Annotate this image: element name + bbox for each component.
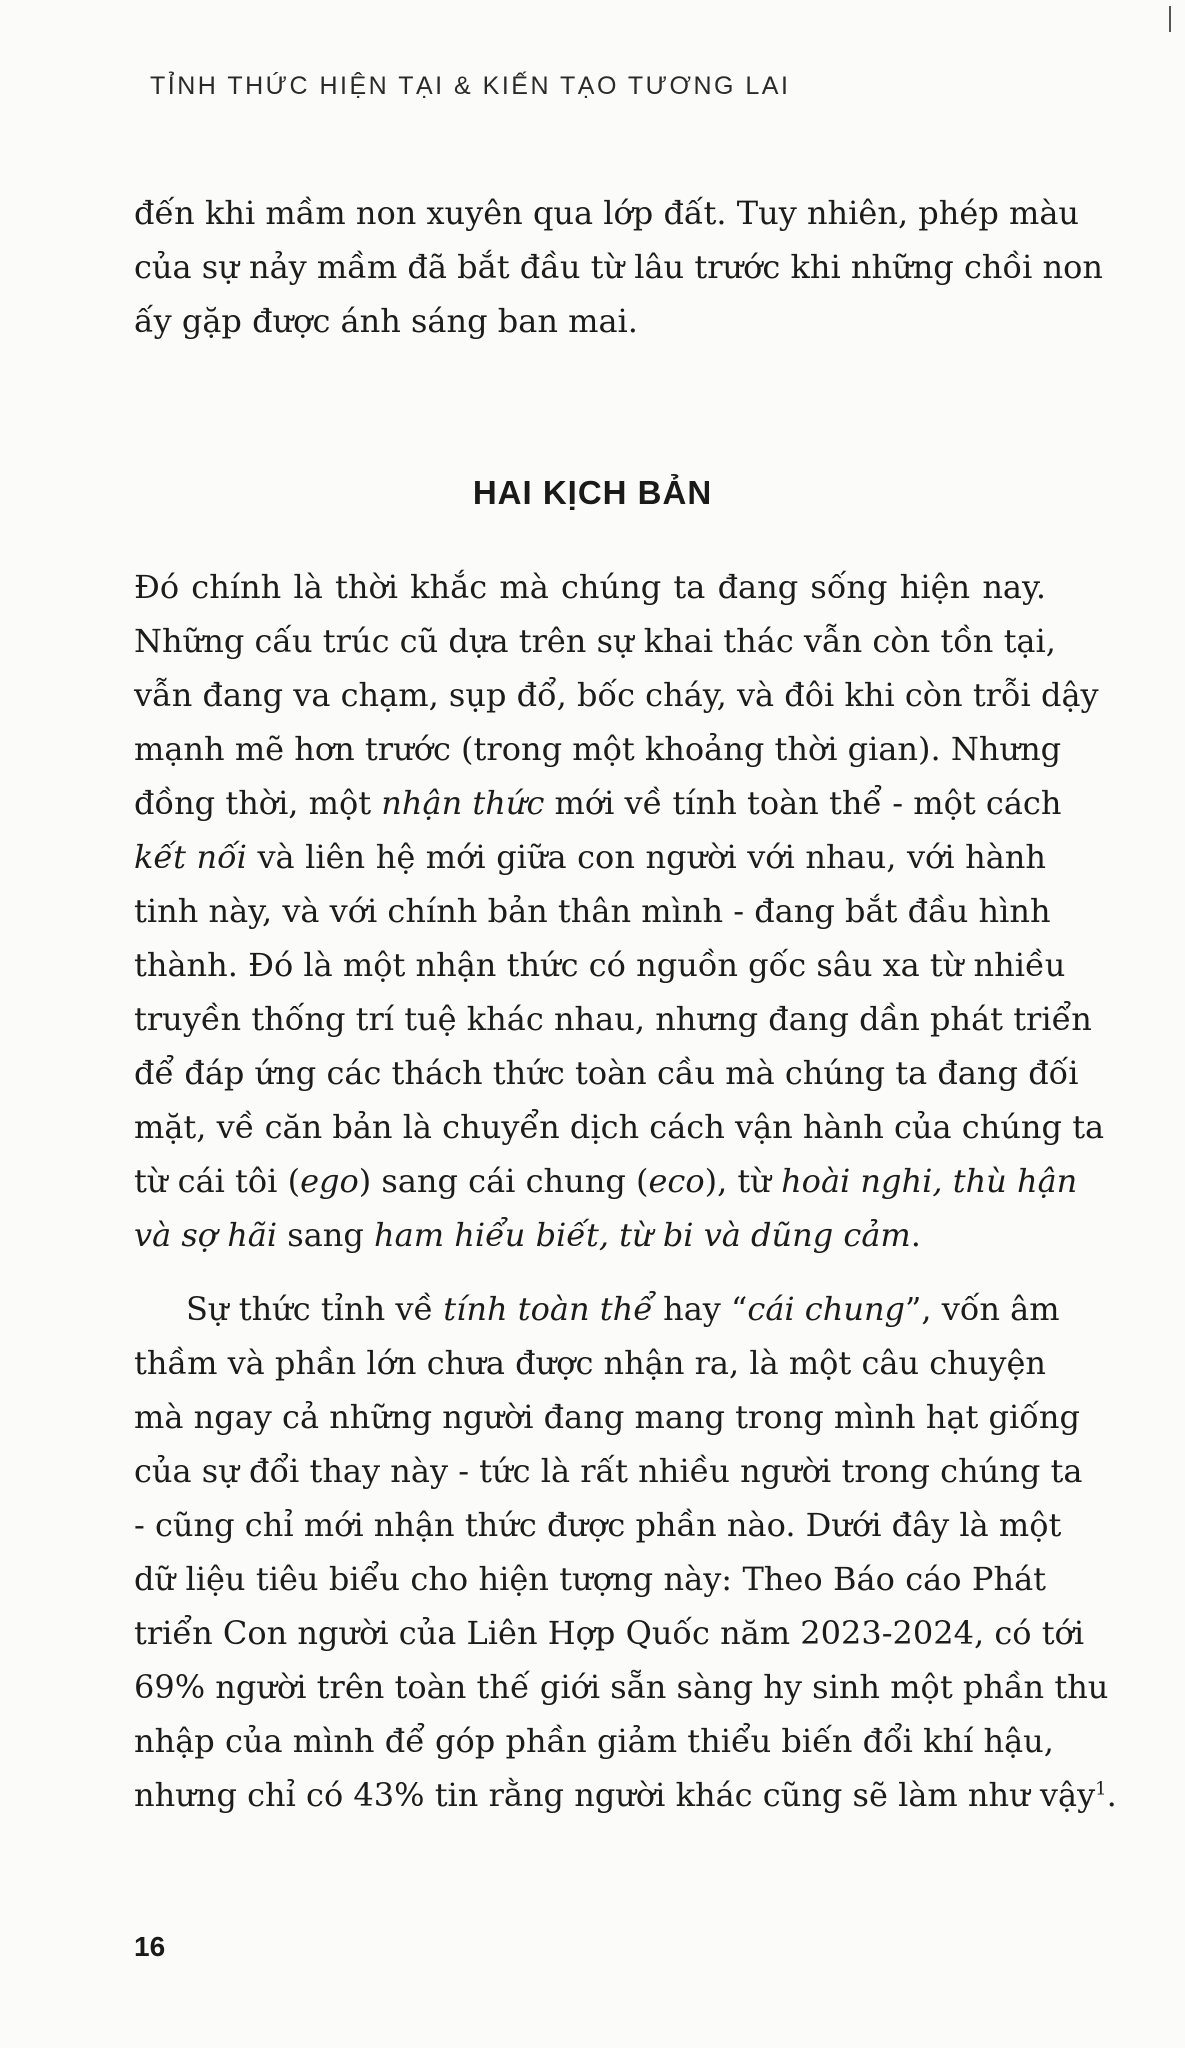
text-line: thành. Đó là một nhận thức có nguồn gốc sâu xa từ nhiều (134, 946, 1066, 984)
text-line: truyền thống trí tuệ khác nhau, nhưng đang dần phát triển (134, 1000, 1092, 1038)
text-run: mới về tính toàn thể - một cách (544, 784, 1062, 822)
text-run: . (1106, 1776, 1117, 1814)
text-line: 69% người trên toàn thế giới sẵn sàng hy sinh một phần thu (134, 1668, 1109, 1706)
text-line: đến khi mầm non xuyên qua lớp đất. Tuy nhiên, phép màu (134, 194, 1079, 232)
text-run: từ cái tôi ( (134, 1162, 301, 1200)
text-line: Những cấu trúc cũ dựa trên sự khai thác vẫn còn tồn tại, (134, 622, 1056, 660)
paragraph-awakening (134, 1282, 1117, 1822)
text-line: triển Con người của Liên Hợp Quốc năm 2023-2024, có tới (134, 1614, 1085, 1652)
emphasis: nhận thức (381, 784, 545, 822)
text-line: nhập của mình để góp phần giảm thiểu biến đổi khí hậu, (134, 1722, 1054, 1760)
emphasis: hoài nghi, thù hận (781, 1162, 1078, 1200)
text-line (134, 1282, 1060, 1336)
text-line (134, 830, 1046, 884)
emphasis: ham hiểu biết, từ bi và dũng cảm (374, 1216, 911, 1254)
text-line: thầm và phần lớn chưa được nhận ra, là một câu chuyện (134, 1344, 1046, 1382)
text-run: Sự thức tỉnh về (186, 1290, 444, 1328)
emphasis: và sợ hãi (134, 1216, 278, 1254)
text-line: để đáp ứng các thách thức toàn cầu mà chúng ta đang đối (134, 1054, 1079, 1092)
text-line: của sự nảy mầm đã bắt đầu từ lâu trước khi những chồi non (134, 248, 1103, 286)
paragraph-two-scenarios (134, 560, 1105, 1262)
emphasis: eco (648, 1162, 705, 1200)
text-line (134, 1208, 1046, 1262)
text-run: và liên hệ mới giữa con người với nhau, với hành (246, 838, 1047, 876)
text-run: hay “ (652, 1290, 748, 1328)
text-line: vẫn đang va chạm, sụp đổ, bốc cháy, và đôi khi còn trỗi dậy (134, 676, 1099, 714)
text-run: ), từ (704, 1162, 782, 1200)
text-line: tinh này, và với chính bản thân mình - đang bắt đầu hình (134, 892, 1051, 930)
page-number: 16 (134, 1931, 166, 1962)
text-run: ”, vốn âm (905, 1290, 1060, 1328)
text-line: ấy gặp được ánh sáng ban mai. (134, 302, 638, 340)
section-heading: HAI KỊCH BẢN (472, 474, 713, 511)
text-line: mạnh mẽ hơn trước (trong một khoảng thời gian). Nhưng (134, 730, 1062, 768)
text-line: của sự đổi thay này - tức là rất nhiều người trong chúng ta (134, 1452, 1083, 1490)
text-line: - cũng chỉ mới nhận thức được phần nào. Dưới đây là một (134, 1506, 1062, 1544)
text-line (134, 776, 1062, 830)
text-line (134, 1154, 1078, 1208)
text-line: dữ liệu tiêu biểu cho hiện tượng này: Theo Báo cáo Phát (134, 1560, 1046, 1598)
text-run: đồng thời, một (134, 784, 382, 822)
footnote-marker: 1 (1095, 1778, 1107, 1800)
text-run: sang (277, 1216, 375, 1254)
paragraph-continued (134, 186, 1103, 348)
emphasis: kết nối (134, 838, 247, 876)
page-edge-mark (1169, 6, 1171, 32)
emphasis: ego (300, 1162, 359, 1200)
text-line (134, 1768, 1117, 1822)
text-line: mà ngay cả những người đang mang trong mình hạt giống (134, 1398, 1080, 1436)
emphasis: cái chung (747, 1290, 906, 1328)
running-header: TỈNH THỨC HIỆN TẠI & KIẾN TẠO TƯƠNG LAI (150, 72, 791, 100)
text-run: ) sang cái chung ( (358, 1162, 649, 1200)
text-run: nhưng chỉ có 43% tin rằng người khác cũng sẽ làm như vậy (134, 1776, 1096, 1814)
text-line: mặt, về căn bản là chuyển dịch cách vận hành của chúng ta (134, 1108, 1105, 1146)
text-line: Đó chính là thời khắc mà chúng ta đang sống hiện nay. (134, 568, 1046, 606)
text-run: . (910, 1216, 921, 1254)
emphasis: tính toàn thể (443, 1290, 653, 1328)
